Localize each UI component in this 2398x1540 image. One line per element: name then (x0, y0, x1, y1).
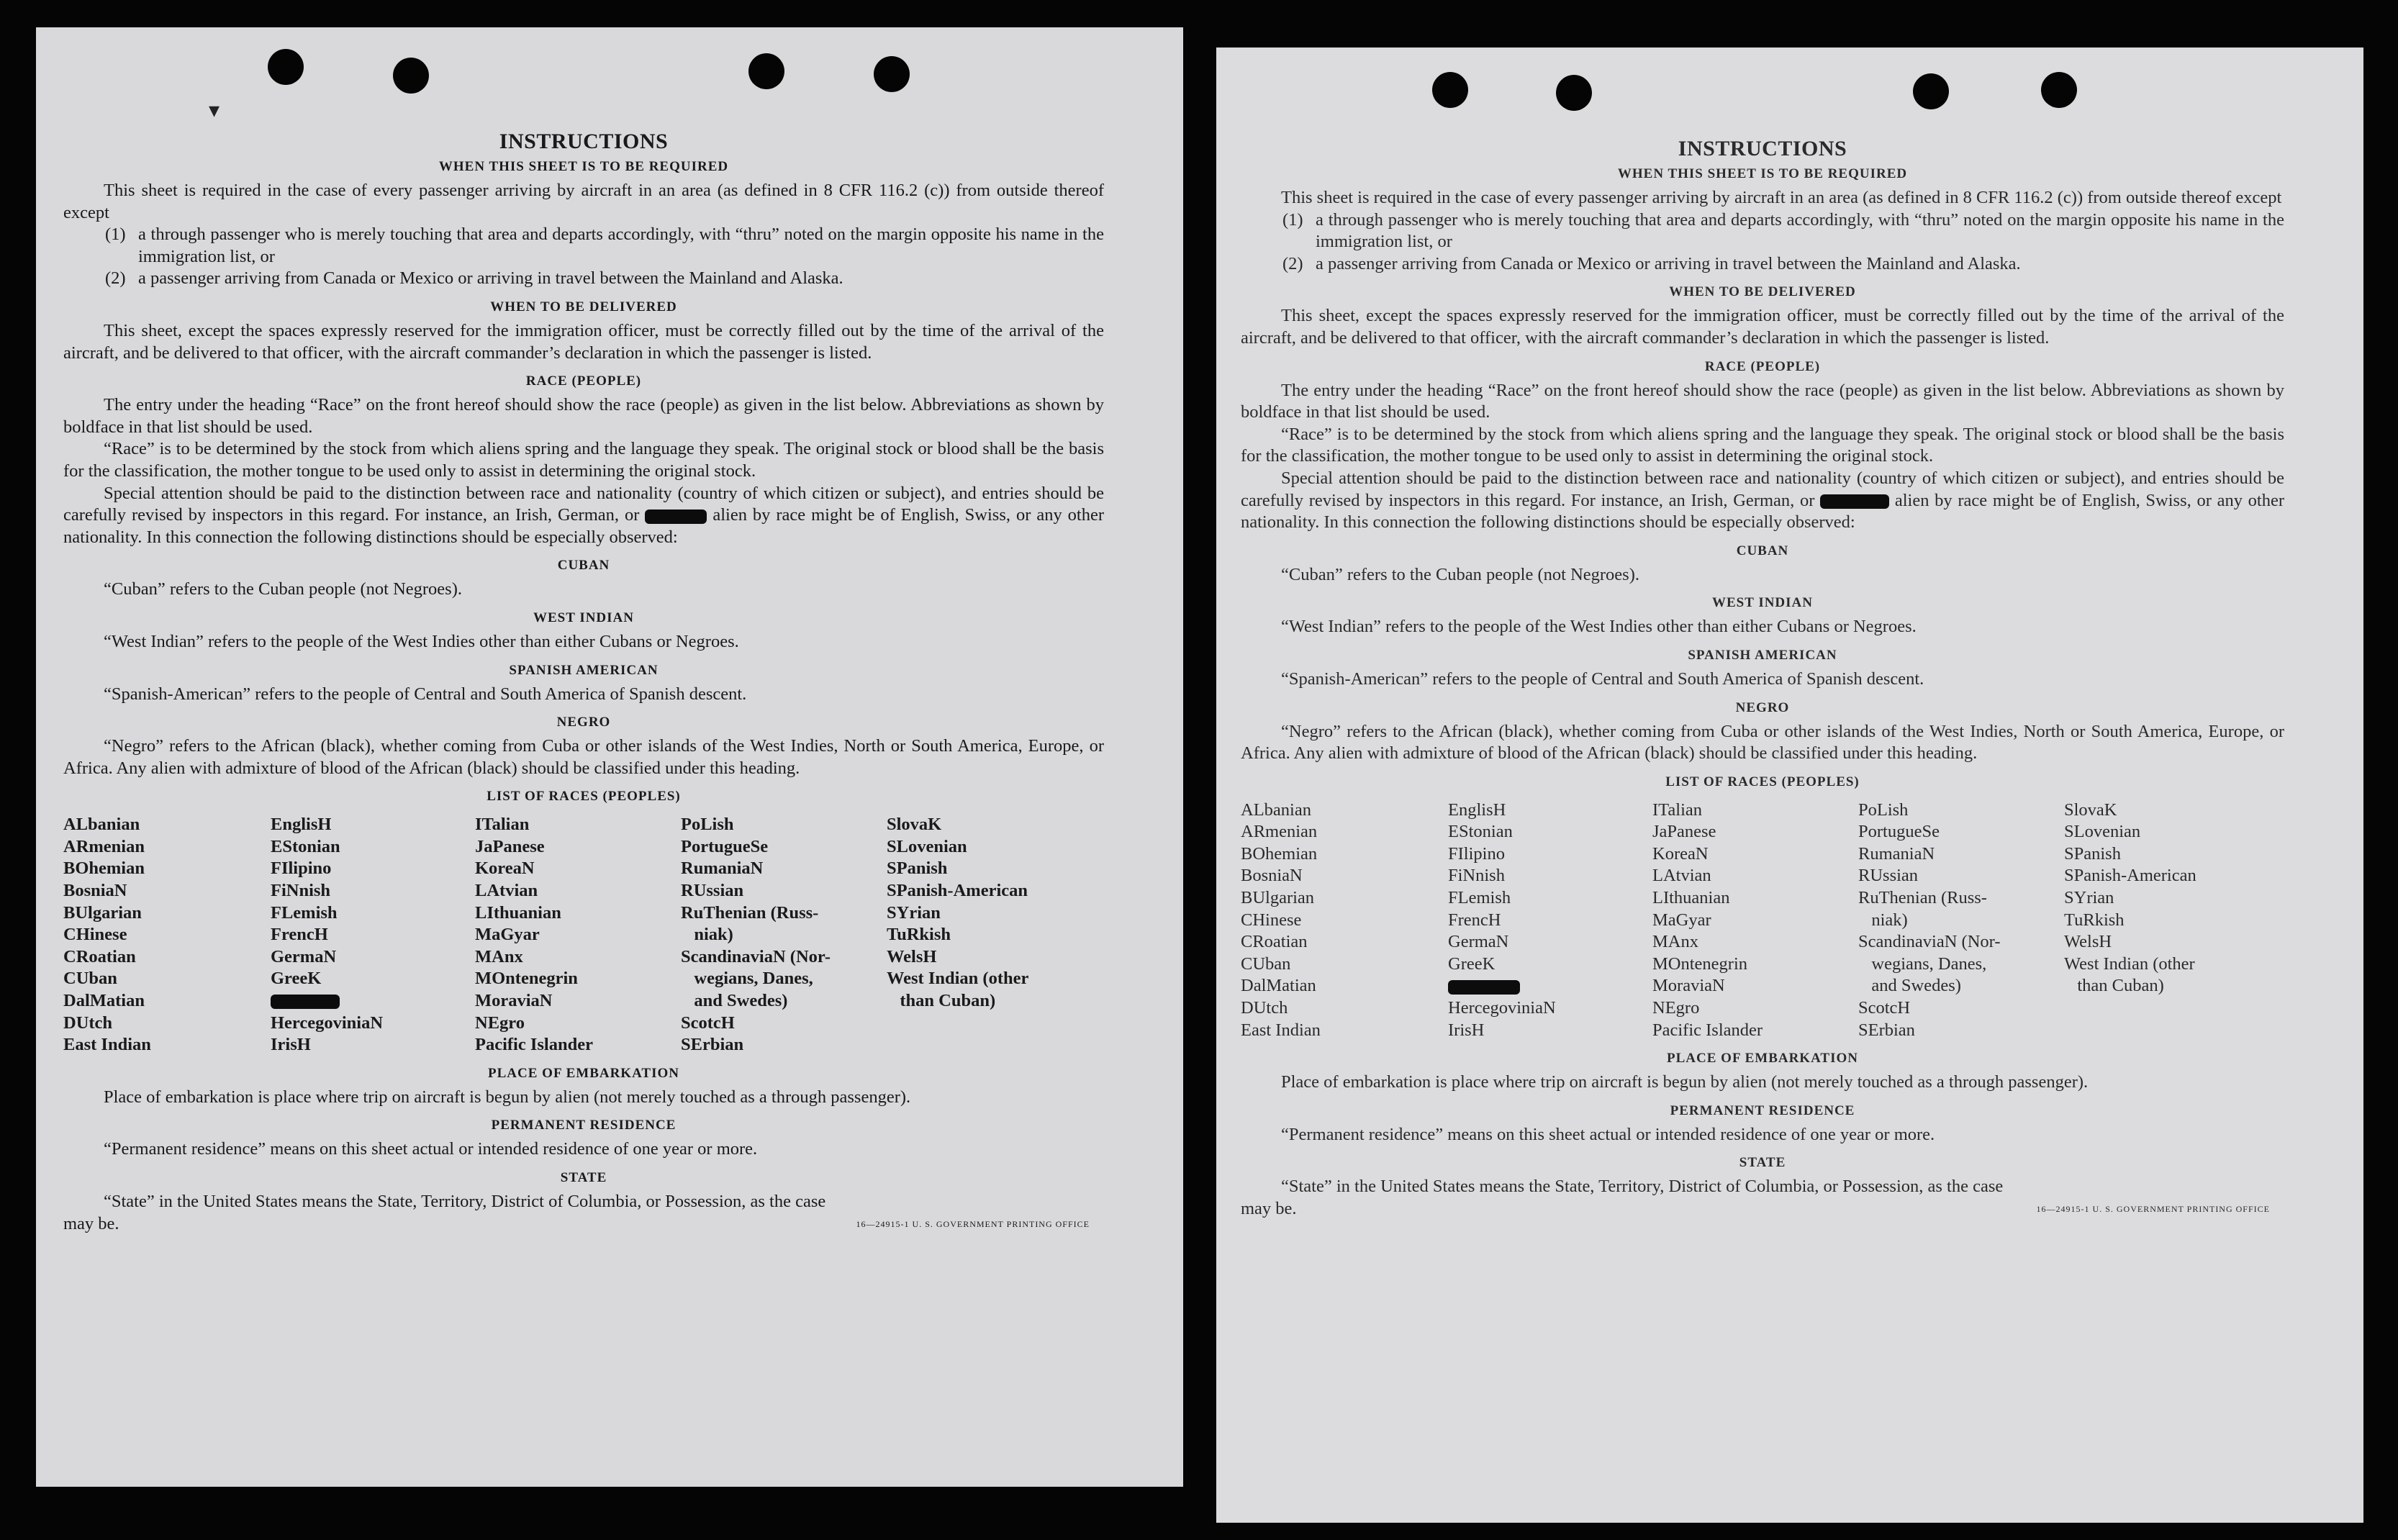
race-item: JaPanese (1652, 822, 1716, 842)
race-item: IrisH (271, 1035, 311, 1055)
race-item: BUlgarian (63, 902, 142, 923)
race-item: SPanish (887, 859, 948, 879)
punch-hole (2041, 72, 2077, 108)
redaction-mark (645, 509, 707, 524)
race-item: and Swedes) (681, 991, 788, 1011)
west-indian-paragraph: “West Indian” refers to the people of the West Indies other than either Cubans or Negroes. (1281, 617, 1917, 637)
race-column-2 (271, 814, 475, 1056)
race-item: ALbanian (1241, 800, 1311, 820)
exception-number: (1) (1282, 209, 1303, 230)
race-item: RumaniaN (681, 859, 764, 879)
race-item: GreeK (271, 969, 322, 989)
race-item: SErbian (681, 1035, 744, 1055)
race-item: MOntenegrin (1652, 954, 1747, 974)
page-title: INSTRUCTIONS (499, 130, 669, 153)
race-item: than Cuban) (887, 991, 996, 1011)
race-item: DalMatian (1241, 976, 1316, 996)
race-item: and Swedes) (1858, 976, 1961, 996)
race-item: SlovaK (2064, 800, 2117, 820)
race-item: ITalian (1652, 800, 1703, 820)
state-paragraph: “State” in the United States means the State, Territory, District of Columbia, or Possession, as the case (1281, 1177, 2004, 1197)
race-item: BUlgarian (1241, 888, 1315, 908)
section-heading-spanish-american: SPANISH AMERICAN (1688, 647, 1837, 663)
race-item: ScotcH (681, 1013, 735, 1033)
exception-text: a passenger arriving from Canada or Mexico or arriving in travel between the Mainland and Alaska. (1316, 253, 2021, 273)
race-item: BOhemian (1241, 843, 1318, 864)
race-item: FLemish (1448, 888, 1511, 908)
punch-hole (1432, 72, 1468, 108)
race-item: EStonian (1448, 822, 1513, 842)
race-item: TuRkish (887, 925, 951, 945)
race-item: SErbian (1858, 1020, 1915, 1040)
race-item: IrisH (1448, 1020, 1485, 1040)
race-item: CUban (63, 969, 117, 989)
page-title: INSTRUCTIONS (1678, 137, 1847, 160)
stray-mark: ▾ (209, 99, 220, 122)
residence-paragraph: “Permanent residence” means on this sheet actual or intended residence of one year or more. (1281, 1124, 1935, 1144)
embarkation-paragraph: Place of embarkation is place where trip on aircraft is begun by alien (not merely touched as a through passenger). (104, 1087, 911, 1107)
race-item: SPanish-American (2064, 866, 2196, 886)
race-item: ScandinaviaN (Nor- (681, 946, 831, 966)
race-item: LAtvian (475, 881, 538, 901)
race-column-3 (475, 814, 681, 1056)
negro-paragraph: “Negro” refers to the African (black), whether coming from Cuba or other islands of the West Indies, North or South America, Europe, or Africa. Any alien with admixture of blood of the African (black) should be classified under this heading. (1241, 721, 2284, 764)
west-indian-paragraph: “West Indian” refers to the people of the West Indies other than either Cubans or Negroes. (104, 631, 739, 651)
race-item: ALbanian (63, 815, 140, 835)
state-paragraph-end: may be. (1241, 1199, 1297, 1218)
section-heading-delivered: WHEN TO BE DELIVERED (1669, 284, 1856, 300)
race-item: EStonian (271, 836, 340, 856)
race-paragraph-3-part-a: Special attention should be paid to the distinction between race and nationality (country of which citizen or subject), and entries should be carefully revised by inspectors in this regard. For instance, an Irish, German, or (1241, 468, 2284, 510)
punch-hole (1913, 73, 1949, 109)
race-item: LAtvian (1652, 866, 1711, 886)
race-item: NEgro (1652, 998, 1700, 1018)
race-item: MaGyar (1652, 910, 1711, 930)
race-item: MaGyar (475, 925, 540, 945)
race-item: SLovenian (887, 836, 967, 856)
section-heading-negro: NEGRO (1735, 699, 1790, 715)
punch-hole (393, 58, 429, 94)
race-item: ScandinaviaN (Nor- (1858, 932, 2001, 952)
punch-hole (268, 49, 304, 85)
race-item: CHinese (1241, 910, 1302, 930)
race-item: ARmenian (1241, 822, 1318, 842)
redaction-mark (271, 995, 340, 1009)
race-item: than Cuban) (2064, 976, 2164, 996)
race-item: SPanish (2064, 843, 2121, 864)
race-item: RumaniaN (1858, 843, 1935, 864)
form-sheet-right (1216, 47, 2363, 1523)
race-column-1 (1241, 800, 1448, 1042)
exception-text: a through passenger who is merely touching that area and departs accordingly, with “thru” noted on the margin opposite his name in the immigration list, or (138, 225, 1104, 266)
race-item: West Indian (other (2064, 954, 2195, 974)
race-item: RUssian (1858, 866, 1919, 886)
section-heading-required: WHEN THIS SHEET IS TO BE REQUIRED (1617, 166, 1908, 181)
cuban-paragraph: “Cuban” refers to the Cuban people (not Negroes). (1281, 564, 1639, 584)
race-item: BosniaN (63, 881, 127, 901)
race-item: RuThenian (Russ- (681, 902, 819, 923)
page-footer (1241, 1198, 2284, 1220)
race-item: WelsH (2064, 932, 2112, 952)
redaction-mark (1820, 494, 1889, 509)
residence-paragraph: “Permanent residence” means on this sheet actual or intended residence of one year or more. (104, 1139, 758, 1159)
race-item: MAnx (475, 946, 523, 966)
spanish-american-paragraph: “Spanish-American” refers to the people of Central and South America of Spanish descent. (104, 684, 747, 704)
delivered-paragraph: This sheet, except the spaces expressly reserved for the immigration officer, must be correctly filled out by the time of the arrival of the aircraft, and be delivered to that officer, with the aircraft commander’s declaration in which the passenger is listed. (63, 320, 1104, 363)
state-paragraph-end: may be. (63, 1213, 119, 1233)
race-item: MAnx (1652, 932, 1698, 952)
race-paragraph-3-part-a: Special attention should be paid to the distinction between race and nationality (country of which citizen or subject), and entries should be carefully revised by inspectors in this regard. For instance, an Irish, German, or (63, 483, 1104, 525)
redaction-mark (1448, 980, 1520, 995)
race-item: BOhemian (63, 859, 145, 879)
race-item: SYrian (2064, 888, 2114, 908)
section-heading-negro: NEGRO (556, 715, 611, 730)
section-heading-race: RACE (PEOPLE) (525, 373, 642, 389)
section-heading-residence: PERMANENT RESIDENCE (491, 1118, 677, 1133)
race-item: MoraviaN (475, 991, 553, 1011)
race-item: DUtch (1241, 998, 1288, 1018)
race-item: MOntenegrin (475, 969, 578, 989)
race-item: WelsH (887, 946, 937, 966)
race-item: FIlipino (1448, 843, 1505, 864)
required-paragraph: This sheet is required in the case of every passenger arriving by aircraft in an area (as defined in 8 CFR 116.2 (c)) from outside thereof except (63, 181, 1104, 222)
state-paragraph: “State” in the United States means the State, Territory, District of Columbia, or Possession, as the case (104, 1192, 826, 1211)
race-item: GermaN (1448, 932, 1509, 952)
required-paragraph: This sheet is required in the case of every passenger arriving by aircraft in an area (as defined in 8 CFR 116.2 (c)) from outside thereof except (1281, 188, 2282, 207)
instructions-document (63, 128, 1104, 1235)
race-item: SYrian (887, 902, 941, 923)
section-heading-required: WHEN THIS SHEET IS TO BE REQUIRED (438, 159, 729, 174)
race-item: wegians, Danes, (681, 969, 813, 989)
exception-text: a through passenger who is merely touching that area and departs accordingly, with “thru” noted on the margin opposite his name in the immigration list, or (1316, 209, 2284, 252)
race-item: niak) (1858, 910, 1908, 930)
race-item: ARmenian (63, 836, 145, 856)
section-heading-spanish-american: SPANISH AMERICAN (509, 662, 659, 678)
race-item: West Indian (other (887, 969, 1029, 989)
race-item: East Indian (1241, 1020, 1321, 1040)
section-heading-state: STATE (560, 1170, 607, 1185)
spanish-american-paragraph: “Spanish-American” refers to the people of Central and South America of Spanish descent. (1281, 669, 1924, 689)
exception-number: (1) (105, 225, 126, 245)
race-item: wegians, Danes, (1858, 954, 1987, 974)
race-item: DalMatian (63, 991, 145, 1011)
race-paragraph-3 (1241, 468, 2284, 534)
race-item: KoreaN (475, 859, 535, 879)
race-item: JaPanese (475, 836, 545, 856)
race-paragraph-1: The entry under the heading “Race” on the front hereof should show the race (people) as given in the list below. Abbreviations as shown by boldface in that list should be used. (1241, 380, 2284, 422)
section-heading-embarkation: PLACE OF EMBARKATION (1667, 1051, 1858, 1066)
race-item: HercegoviniaN (1448, 998, 1556, 1018)
race-column-3 (1652, 800, 1858, 1042)
race-paragraph-3-part-b: alien by race might be of English, Swiss, or any other nationality. In this connection the following distinctions should be especially observed: (63, 505, 1104, 547)
punch-hole (874, 56, 910, 92)
printing-office-imprint: 16—24915-1 U. S. GOVERNMENT PRINTING OFFICE (2036, 1204, 2270, 1214)
race-item: BosniaN (1241, 866, 1303, 886)
section-heading-delivered: WHEN TO BE DELIVERED (490, 299, 677, 314)
race-item: EnglisH (1448, 800, 1506, 820)
race-item: PortugueSe (1858, 822, 1940, 842)
race-item: RUssian (681, 881, 744, 901)
race-column-5 (887, 814, 1067, 1056)
race-paragraph-2: “Race” is to be determined by the stock from which aliens spring and the language they speak. The original stock or blood shall be the basis for the classification, the mother tongue to be used only to assist in determining the original stock. (63, 439, 1104, 481)
section-heading-cuban: CUBAN (1736, 543, 1789, 558)
race-item: SlovaK (887, 815, 942, 835)
form-sheet-left (36, 27, 1183, 1487)
race-item: PoLish (681, 815, 734, 835)
race-item: East Indian (63, 1035, 151, 1055)
race-paragraph-3 (63, 483, 1104, 549)
race-item: DUtch (63, 1013, 113, 1033)
printing-office-imprint: 16—24915-1 U. S. GOVERNMENT PRINTING OFFICE (856, 1218, 1090, 1229)
section-heading-embarkation: PLACE OF EMBARKATION (488, 1065, 679, 1081)
punch-hole (748, 53, 784, 89)
race-item: ScotcH (1858, 998, 1911, 1018)
punch-hole (1556, 75, 1592, 111)
race-item: CRoatian (1241, 932, 1308, 952)
exception-number: (2) (1282, 253, 1303, 273)
race-list-table (1241, 800, 2284, 1042)
instructions-document (1241, 135, 2284, 1220)
race-column-4 (1858, 800, 2064, 1042)
race-list-table (63, 814, 1104, 1056)
race-column-4 (681, 814, 887, 1056)
race-item: FiNnish (1448, 866, 1505, 886)
race-item: SPanish-American (887, 881, 1028, 901)
race-item: FiNnish (271, 881, 331, 901)
section-heading-cuban: CUBAN (557, 558, 610, 574)
race-item: TuRkish (2064, 910, 2125, 930)
race-item: MoraviaN (1652, 976, 1725, 996)
race-item: HercegoviniaN (271, 1013, 384, 1033)
race-item: FrencH (271, 925, 328, 945)
section-heading-west-indian: WEST INDIAN (1712, 595, 1813, 611)
race-item: LIthuanian (1652, 888, 1730, 908)
embarkation-paragraph: Place of embarkation is place where trip on aircraft is begun by alien (not merely touched as a through passenger). (1281, 1072, 2089, 1092)
race-item: RuThenian (Russ- (1858, 888, 1987, 908)
race-paragraph-3-part-b: alien by race might be of English, Swiss, or any other nationality. In this connection the following distinctions should be especially observed: (1241, 490, 2284, 533)
race-column-5 (2064, 800, 2244, 1042)
section-heading-race: RACE (PEOPLE) (1704, 358, 1821, 374)
race-item: GermaN (271, 946, 337, 966)
negro-paragraph: “Negro” refers to the African (black), whether coming from Cuba or other islands of the West Indies, North or South America, Europe, or Africa. Any alien with admixture of blood of the African (black) should be classified under this heading. (63, 736, 1104, 778)
section-heading-state: STATE (1739, 1155, 1786, 1171)
race-item: CRoatian (63, 946, 136, 966)
section-heading-list-of-races: LIST OF RACES (PEOPLES) (487, 789, 681, 805)
exception-number: (2) (105, 268, 126, 289)
cuban-paragraph: “Cuban” refers to the Cuban people (not Negroes). (104, 579, 462, 599)
race-item: PoLish (1858, 800, 1909, 820)
section-heading-residence: PERMANENT RESIDENCE (1670, 1102, 1855, 1118)
page-footer (63, 1213, 1104, 1236)
race-column-2 (1448, 800, 1652, 1042)
race-item: NEgro (475, 1013, 525, 1033)
race-item: FrencH (1448, 910, 1501, 930)
redacted-race-item (271, 990, 475, 1013)
delivered-paragraph: This sheet, except the spaces expressly reserved for the immigration officer, must be correctly filled out by the time of the arrival of the aircraft, and be delivered to that officer, with the aircraft commander’s declaration in which the passenger is listed. (1241, 306, 2284, 348)
race-item: PortugueSe (681, 836, 769, 856)
section-heading-west-indian: WEST INDIAN (533, 610, 634, 625)
exception-item-2 (63, 268, 1104, 290)
exception-item-2 (1241, 253, 2284, 276)
race-item: niak) (681, 925, 733, 945)
race-item: FLemish (271, 902, 338, 923)
race-item: CUban (1241, 954, 1291, 974)
race-item: EnglisH (271, 815, 332, 835)
race-paragraph-2: “Race” is to be determined by the stock from which aliens spring and the language they speak. The original stock or blood shall be the basis for the classification, the mother tongue to be used only to assist in determining the original stock. (1241, 424, 2284, 466)
race-item: KoreaN (1652, 843, 1709, 864)
race-item: Pacific Islander (475, 1035, 593, 1055)
race-item: LIthuanian (475, 902, 561, 923)
section-heading-list-of-races: LIST OF RACES (PEOPLES) (1665, 774, 1860, 789)
race-item: CHinese (63, 925, 127, 945)
race-column-1 (63, 814, 271, 1056)
race-item: FIlipino (271, 859, 332, 879)
race-item: GreeK (1448, 954, 1496, 974)
race-item: SLovenian (2064, 822, 2141, 842)
exception-item-1 (1241, 209, 2284, 253)
exception-item-1 (63, 224, 1104, 268)
race-item: Pacific Islander (1652, 1020, 1763, 1040)
redacted-race-item (1448, 975, 1652, 997)
exception-text: a passenger arriving from Canada or Mexico or arriving in travel between the Mainland and Alaska. (138, 268, 843, 289)
race-paragraph-1: The entry under the heading “Race” on the front hereof should show the race (people) as given in the list below. Abbreviations as shown by boldface in that list should be used. (63, 395, 1104, 437)
race-item: ITalian (475, 815, 530, 835)
